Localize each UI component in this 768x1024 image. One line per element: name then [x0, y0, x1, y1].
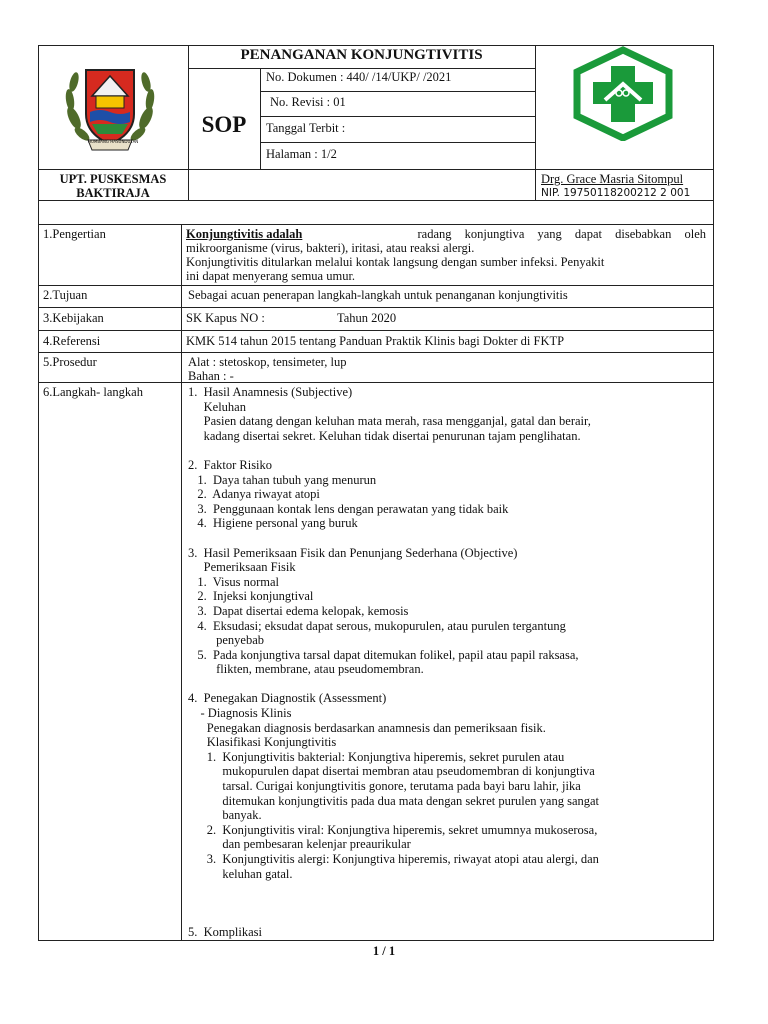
- pengertian-line3: Konjungtivitis ditularkan melalui kontak langsung dengan sumber infeksi. Penyakit: [186, 255, 605, 269]
- langkah-line: 1. Visus normal: [188, 574, 280, 589]
- langkah-line: 4. Eksudasi; eksudat dapat serous, mukopurulen, atau purulen tergantung: [188, 618, 566, 633]
- langkah-line: [188, 881, 708, 896]
- row-label-prosedur: 5.Prosedur: [43, 355, 97, 369]
- langkah-line: tarsal. Curigai konjungtivitis gonore, terutama pada bayi baru lahir, jika: [188, 779, 581, 794]
- signer-nip: NIP. 19750118200212 2 001: [541, 187, 691, 199]
- langkah-line: 3. Penggunaan kontak lens dengan perawatan yang tidak baik: [188, 501, 509, 516]
- tanggal-terbit: Tanggal Terbit :: [266, 121, 346, 135]
- row-rule-4: [38, 352, 714, 353]
- langkah-line: 3. Konjungtivitis alergi: Konjungtiva hiperemis, riwayat atopi atau alergi, dan: [188, 852, 599, 866]
- kebijakan-year: Tahun 2020: [337, 311, 397, 325]
- langkah-body: [188, 385, 708, 940]
- langkah-line: flikten, membrane, atau pseudomembran.: [188, 662, 424, 677]
- regency-emblem-caption: HUMBANG HASUNDUTAN: [88, 139, 139, 144]
- row-rule-1: [38, 285, 714, 286]
- row-rule-3: [38, 330, 714, 331]
- row-label-kebijakan: 3.Kebijakan: [43, 311, 104, 325]
- langkah-line: 5. Pada konjungtiva tarsal dapat ditemukan folikel, papil atau papil raksasa,: [188, 647, 579, 662]
- halaman: Halaman : 1/2: [266, 147, 337, 161]
- header-rule-2: [260, 116, 535, 117]
- body-rule-top: [38, 224, 714, 225]
- kebijakan-text: SK Kapus NO :: [186, 311, 265, 325]
- langkah-line: Keluhan: [188, 399, 246, 414]
- langkah-line: 2. Faktor Risiko: [188, 457, 273, 472]
- langkah-line: 3. Hasil Pemeriksaan Fisik dan Penunjang Sederhana (Objective): [188, 545, 518, 560]
- langkah-line: 2. Injeksi konjungtival: [188, 589, 314, 604]
- langkah-line: [188, 896, 708, 911]
- unit-name-line2: BAKTIRAJA: [76, 186, 150, 200]
- langkah-line: mukopurulen dapat disertai membran atau pseudomembran di konjungtiva: [188, 764, 595, 779]
- tujuan-text: Sebagai acuan penerapan langkah-langkah untuk penanganan konjungtivitis: [188, 288, 568, 302]
- sop-label: SOP: [201, 112, 247, 137]
- langkah-line: 2. Adanya riwayat atopi: [188, 487, 320, 502]
- langkah-line: [188, 910, 708, 925]
- unit-name-line1: UPT. PUSKESMAS: [59, 172, 167, 186]
- langkah-line: Pemeriksaan Fisik: [188, 560, 296, 575]
- langkah-line: 1. Konjungtivitis bakterial: Konjungtiva hiperemis, sekret purulen atau: [188, 749, 565, 764]
- table-border-right: [713, 45, 714, 941]
- row-rule-2: [38, 307, 714, 308]
- langkah-line: Pasien datang dengan keluhan mata merah, rasa mengganjal, gatal dan berair,: [188, 414, 591, 429]
- puskesmas-cross-logo: [571, 46, 675, 141]
- regency-emblem-logo: [58, 56, 162, 160]
- langkah-line: 3. Dapat disertai edema kelopak, kemosis: [188, 603, 409, 618]
- langkah-line: keluhan gatal.: [188, 866, 293, 881]
- langkah-line: [188, 443, 708, 458]
- header-divider-3: [535, 45, 536, 200]
- header-rule-1: [260, 91, 535, 92]
- langkah-line: [188, 677, 708, 692]
- referensi-text: KMK 514 tahun 2015 tentang Panduan Praktik Klinis bagi Dokter di FKTP: [186, 334, 565, 348]
- langkah-line: 1. Daya tahan tubuh yang menurun: [188, 472, 377, 487]
- langkah-line: [188, 531, 708, 546]
- langkah-line: ditemukan konjungtivitis pada dua mata dengan sekret purulen yang sangat: [188, 793, 600, 808]
- langkah-line: kadang disertai sekret. Keluhan tidak disertai penurunan tajam penglihatan.: [188, 428, 581, 443]
- body-label-divider: [181, 224, 182, 940]
- document-title: PENANGANAN KONJUNGTIVITIS: [240, 47, 483, 63]
- langkah-line: 4. Higiene personal yang buruk: [188, 516, 358, 531]
- header-rule-main: [38, 169, 714, 170]
- row-label-tujuan: 2.Tujuan: [43, 288, 88, 302]
- signer-name: Drg. Grace Masria Sitompul: [541, 172, 684, 186]
- pengertian-term: Konjungtivitis adalah: [186, 227, 303, 241]
- prosedur-alat: Alat : stetoskop, tensimeter, lup: [188, 355, 347, 369]
- no-dokumen: No. Dokumen : 440/ /14/UKP/ /2021: [266, 70, 452, 84]
- pengertian-line4: ini dapat menyerang semua umur.: [186, 269, 356, 283]
- header-rule-title: [188, 68, 535, 69]
- pengertian-line2: mikroorganisme (virus, bakteri), iritasi, atau reaksi alergi.: [186, 241, 475, 255]
- header-rule-3: [260, 142, 535, 143]
- row-rule-5: [38, 382, 714, 383]
- langkah-line: 5. Komplikasi: [188, 924, 262, 939]
- langkah-line: - Diagnosis Klinis: [188, 706, 292, 721]
- langkah-line: Klasifikasi Konjungtivitis: [188, 735, 337, 750]
- langkah-line: penyebab: [188, 633, 265, 648]
- row-label-referensi: 4.Referensi: [43, 334, 101, 348]
- row-label-langkah: 6.Langkah- langkah: [43, 385, 143, 399]
- no-revisi: No. Revisi : 01: [270, 95, 346, 109]
- langkah-line: dan pembesaran kelenjar preaurikular: [188, 837, 411, 852]
- header-divider-2: [260, 68, 261, 169]
- langkah-line: 2. Konjungtivitis viral: Konjungtiva hiperemis, sekret umumnya mukoserosa,: [188, 822, 598, 837]
- langkah-line: Penegakan diagnosis berdasarkan anamnesis dan pemeriksaan fisik.: [188, 720, 546, 735]
- prosedur-bahan: Bahan : -: [188, 369, 234, 383]
- langkah-line: 4. Penegakan Diagnostik (Assessment): [188, 691, 387, 706]
- langkah-line: banyak.: [188, 808, 262, 823]
- langkah-line: 1. Hasil Anamnesis (Subjective): [188, 385, 353, 399]
- page-number: 1 / 1: [372, 944, 396, 958]
- table-border-bottom: [38, 940, 714, 941]
- pengertian-line1-rest: radang konjungtiva yang dapat disebabkan oleh: [417, 227, 706, 241]
- row-label-pengertian: 1.Pengertian: [43, 227, 106, 241]
- pengertian-line1: [186, 227, 706, 242]
